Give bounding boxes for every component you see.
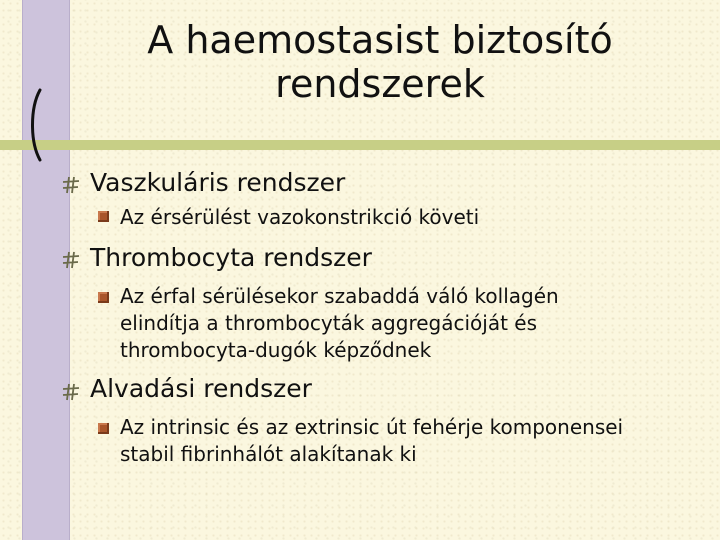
square-bullet-icon — [98, 211, 109, 222]
bullet-heading-thrombocyte: Thrombocyta rendszer — [90, 243, 372, 272]
square-bullet-icon — [98, 292, 109, 303]
hash-bullet-icon — [62, 383, 80, 401]
slide-title: A haemostasist biztosító rendszerek — [147, 18, 613, 106]
square-bullet-icon — [98, 423, 109, 434]
hash-bullet-icon — [62, 251, 80, 269]
bullet-heading-vascular: Vaszkuláris rendszer — [90, 168, 346, 197]
bullet-text-vascular: Az érsérülést vazokonstrikció követi — [120, 205, 480, 229]
bullet-text-thrombocyte: Az érfal sérülésekor szabaddá váló kollagén elindítja a thrombocyták aggregációját és thrombocyta-dugók képződnek — [120, 284, 559, 362]
bullet-text-coagulation: Az intrinsic és az extrinsic út fehérje komponensei stabil fibrinhálót alakítanak ki — [120, 415, 624, 466]
bullet-heading-coagulation: Alvadási rendszer — [90, 374, 312, 403]
hash-bullet-icon — [62, 176, 80, 194]
